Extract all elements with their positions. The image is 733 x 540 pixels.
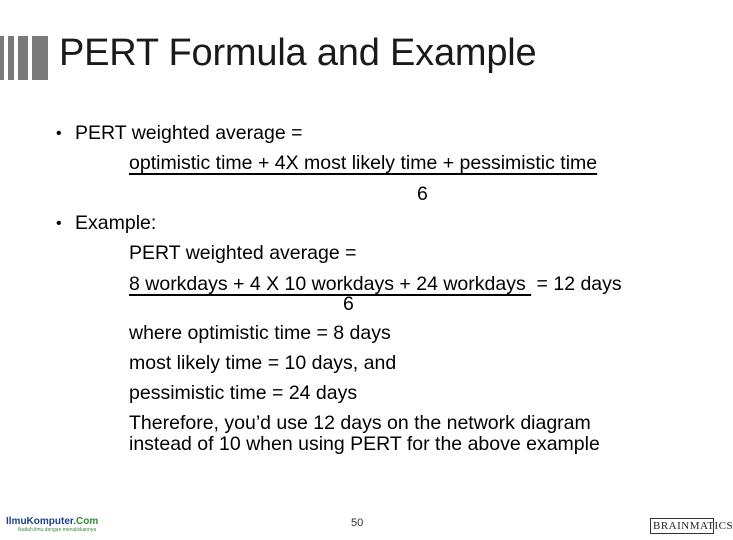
example-line: PERT weighted average = bbox=[129, 242, 357, 264]
example-line: instead of 10 when using PERT for the above example bbox=[129, 433, 600, 455]
formula-denominator: 6 bbox=[417, 183, 428, 205]
example-denominator: 6 bbox=[343, 293, 354, 315]
logo-suffix-text: .Com bbox=[73, 516, 99, 527]
bullet-pert-lead: PERT weighted average = bbox=[75, 122, 303, 144]
slide-title: PERT Formula and Example bbox=[59, 32, 537, 74]
example-line: pessimistic time = 24 days bbox=[129, 382, 358, 404]
bullet-marker: • bbox=[56, 125, 62, 142]
bullet-marker: • bbox=[56, 215, 62, 232]
example-numerator: 8 workdays + 4 X 10 workdays + 24 workdays bbox=[129, 273, 532, 295]
example-line: most likely time = 10 days, and bbox=[129, 352, 397, 374]
example-line: where optimistic time = 8 days bbox=[129, 322, 391, 344]
example-result: = 12 days bbox=[536, 273, 622, 295]
example-line: Therefore, you’d use 12 days on the network diagram bbox=[129, 412, 591, 434]
logo-main-text: IlmuKomputer bbox=[6, 516, 74, 527]
formula-numerator: optimistic time + 4X most likely time + pessimistic time bbox=[129, 152, 598, 174]
logo-tagline: Ikatlah ilmu dengan menuliskannya bbox=[18, 527, 97, 533]
brainmatics-logo-text: BRAINMATICS bbox=[653, 520, 733, 532]
page-number: 50 bbox=[351, 517, 364, 529]
example-fraction-row bbox=[129, 273, 622, 295]
bullet-example-lead: Example: bbox=[75, 212, 157, 234]
ilmukomputer-logo bbox=[6, 516, 99, 534]
brainmatics-logo bbox=[650, 518, 733, 534]
